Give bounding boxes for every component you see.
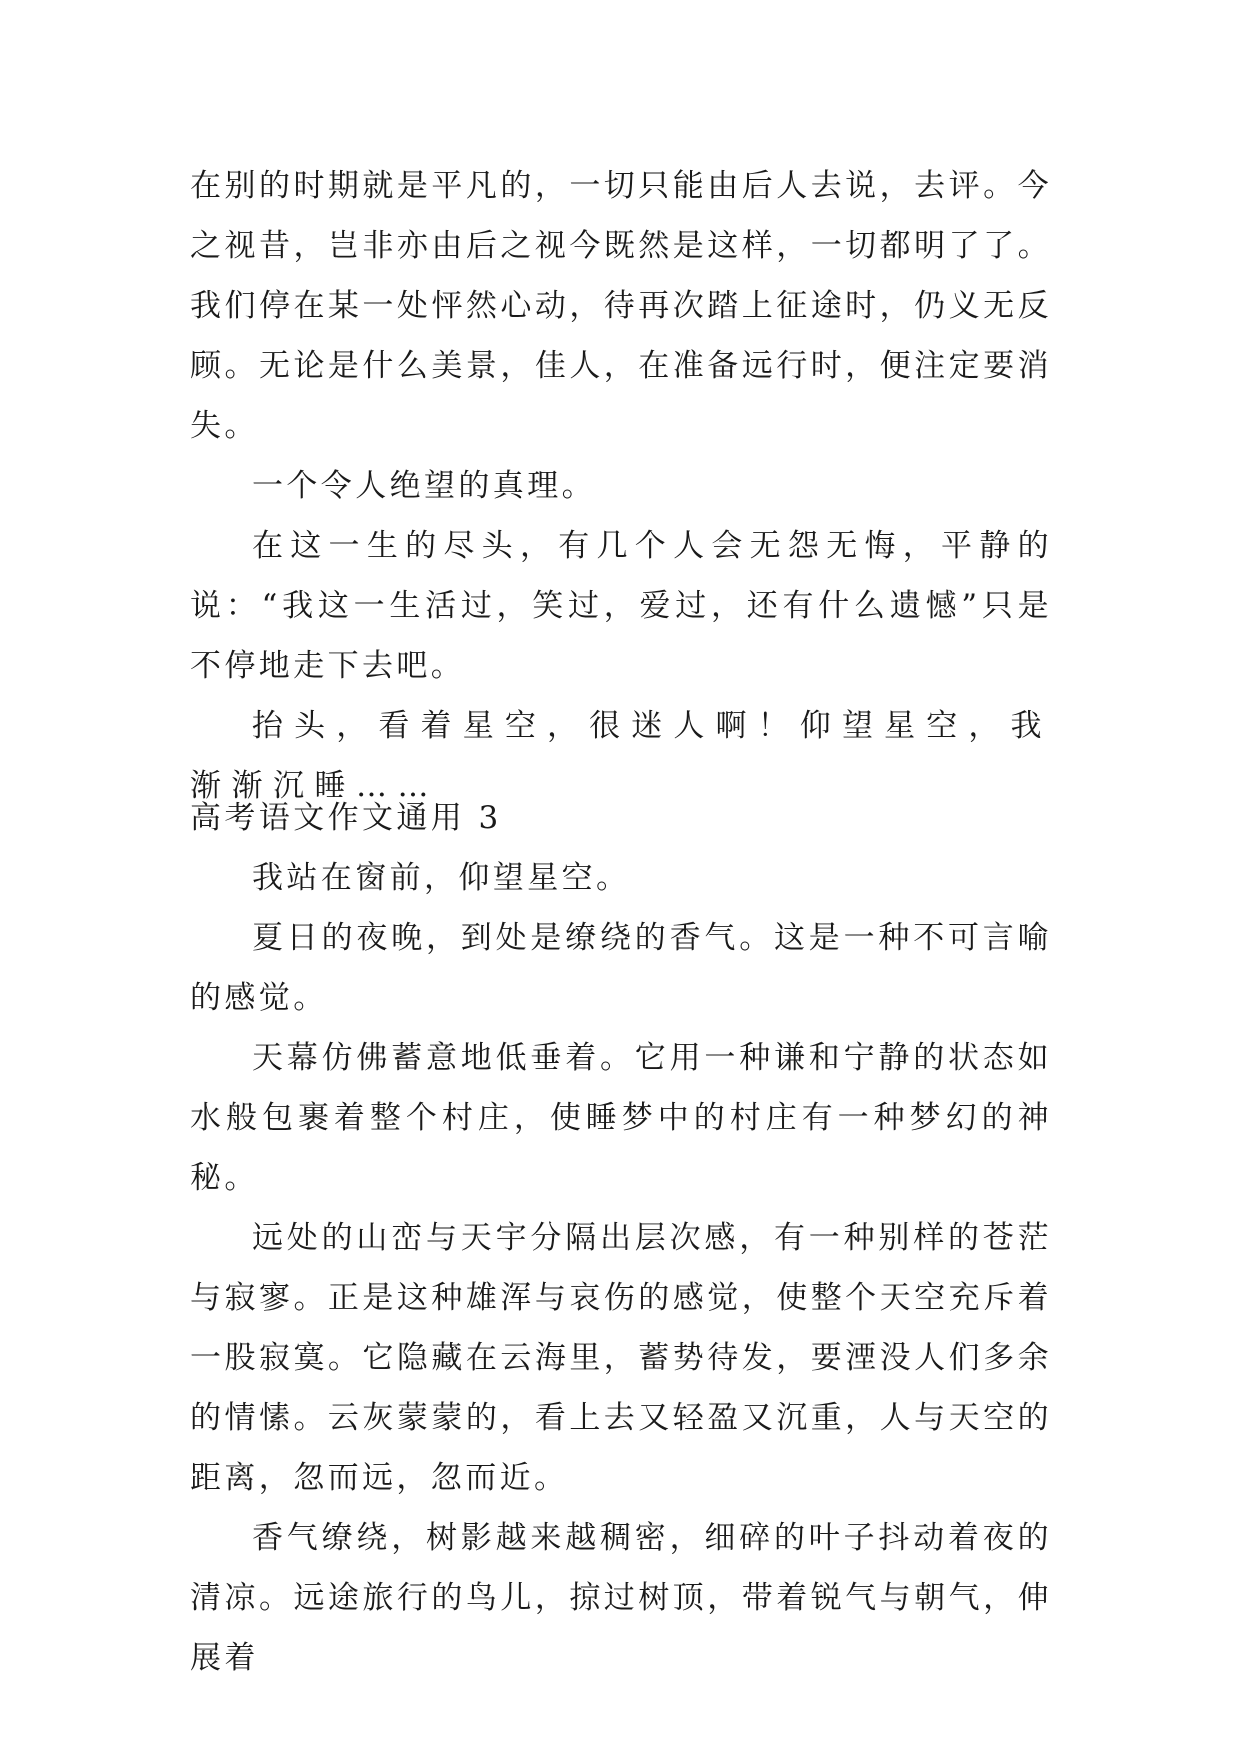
- essay-section-continued: [190, 156, 1052, 816]
- essay-section-3: [190, 788, 1052, 1688]
- paragraph: 在这一生的尽头，有几个人会无怨无悔，平静的说：“我这一生活过，笑过，爱过，还有什么遗憾”只是不停地走下去吧。: [190, 528, 1052, 684]
- essay-heading: 高考语文作文通用 3: [190, 800, 502, 836]
- paragraph: 夏日的夜晚，到处是缭绕的香气。这是一种不可言喻的感觉。: [190, 920, 1052, 1016]
- paragraph: 香气缭绕，树影越来越稠密，细碎的叶子抖动着夜的清凉。远途旅行的鸟儿，掠过树顶，带着锐气与朝气，伸展着: [190, 1520, 1052, 1676]
- paragraph: 天幕仿佛蓄意地低垂着。它用一种谦和宁静的状态如水般包裹着整个村庄，使睡梦中的村庄有一种梦幻的神秘。: [190, 1040, 1052, 1196]
- paragraph: 远处的山峦与天宇分隔出层次感，有一种别样的苍茫与寂寥。正是这种雄浑与哀伤的感觉，使整个天空充斥着一股寂寞。它隐藏在云海里，蓄势待发，要湮没人们多余的情愫。云灰蒙蒙的，看上去又轻盈又沉重，人与天空的距离，忽而远，忽而近。: [190, 1220, 1052, 1496]
- paragraph: 在别的时期就是平凡的，一切只能由后人去说，去评。今之视昔，岂非亦由后之视今既然是这样，一切都明了了。我们停在某一处怦然心动，待再次踏上征途时，仍义无反顾。无论是什么美景，佳人，在准备远行时，便注定要消失。: [190, 168, 1052, 444]
- paragraph: 我站在窗前，仰望星空。: [252, 860, 631, 896]
- paragraph: 一个令人绝望的真理。: [252, 468, 596, 504]
- paragraph: 抬头，看着星空，很迷人啊！仰望星空，我渐渐沉睡……: [190, 708, 1052, 804]
